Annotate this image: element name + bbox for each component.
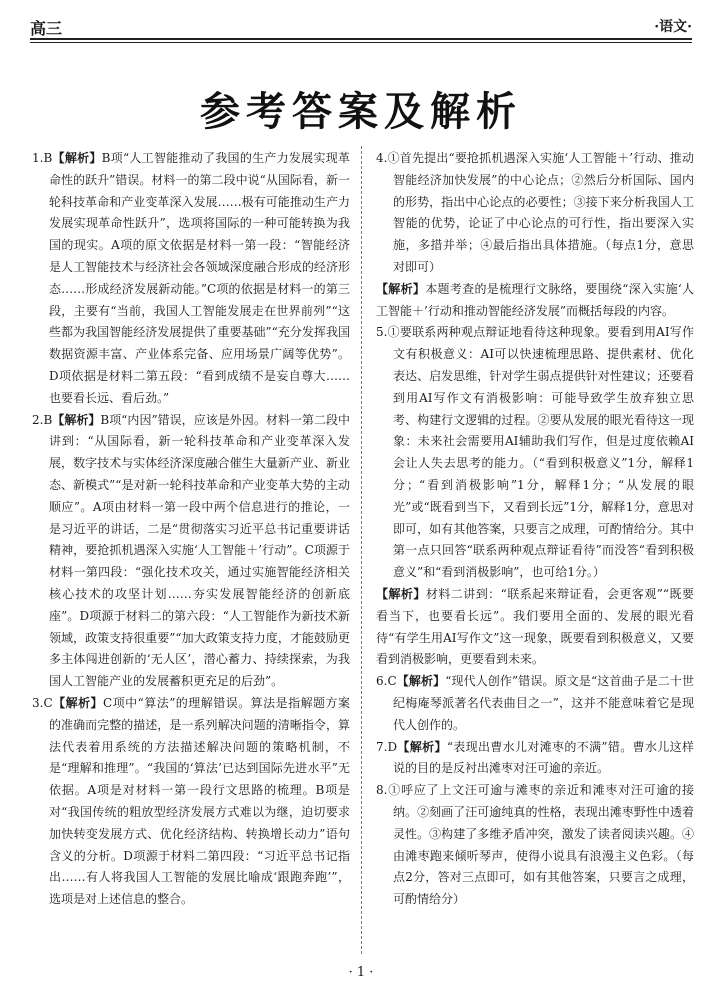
answer-number: 4. xyxy=(376,151,388,165)
answer-text: ①首先提出“要抢抓机遇深入实施‘人工智能＋’行动、推动智能经济加快发展”的中心论点；②然后分析国际、国内的形势，指出中心论点的必要性；③接下来分析我国人工智能的优势，论证了中心论点的可行性，指出要深入实施，多措并举；④最后指出具体措施。（每点1分，意思对即可） xyxy=(387,151,694,274)
answer-2 xyxy=(32,410,350,693)
answer-text: B项“内因”错误，应该是外因。材料一第二段中讲到：“从国际看，新一轮科技革命和产业变革深入发展，数字技术与实体经济深度融合催生大量新产业、新业态、新模式”“是对新一轮科技革命和产业变革大势的主动顺应”。A项由材料一第一段中两个信息进行的推论，一是习近平的讲话，二是“贯彻落实习近平总书记重要讲话精神，要抢抓机遇深入实施‘人工智能＋’行动”。C项源于材料一第四段：“强化技术攻关，通过实施智能经济相关核心技术的攻坚计划……夯实发展智能经济的创新底座”。D项源于材料二的第六段：“人工智能作为新技术新领域，政策支持很重要”“加大政策支持力度，才能鼓励更多主体闯进创新的‘无人区’，潜心蓄力、持续探索，为我国人工智能产业的发展蓄积更充足的后劲”。 xyxy=(49,412,350,689)
answer-number: 7.D xyxy=(376,739,398,754)
answer-text: “现代人创作”错误。原文是“这首曲子是二十世纪梅庵琴派著名代表曲目之一”，这并不能意味着它是现代人创作的。 xyxy=(393,674,694,732)
page-title: 参考答案及解析 xyxy=(200,89,522,135)
subject-label: ·语文· xyxy=(654,19,692,35)
answer-text: “表现出曹水儿对滩枣的不满”错。曹水儿这样说的目的是反衬出滩枣对汪可逾的亲近。 xyxy=(393,739,694,776)
answer-number: 8. xyxy=(376,783,388,798)
answer-number: 1.B xyxy=(32,151,53,165)
answer-text: ①呼应了上文汪可逾与滩枣的亲近和滩枣对汪可逾的接纳。②刻画了汪可逾纯真的性格，表现出滩枣野性中透着灵性。③构建了多维矛盾冲突，激发了读者阅读兴趣。④由滩枣跑来倾听琴声，使得小说具有浪漫主义色彩。（每点2分，答对三点即可，如有其他答案，只要言之成理，可酌情给分） xyxy=(387,783,694,907)
analysis-tag: 【解析】 xyxy=(52,151,102,165)
answer-5 xyxy=(376,322,694,584)
analysis-tag: 【解析】 xyxy=(52,695,104,710)
answer-number: 3.C xyxy=(32,695,53,710)
left-column xyxy=(32,148,350,911)
header-rule xyxy=(30,38,692,40)
analysis-tag: 【解析】 xyxy=(52,412,101,427)
page-number: · 1 · xyxy=(348,965,374,980)
answer-8 xyxy=(376,780,694,911)
answer-text: C项中“算法”的理解错误。算法是指解题方案的准确而完整的描述，是一系列解决问题的清晰指令，算法代表着用系统的方法描述解决问题的策略机制，不是“理解和推理”。“我国的‘算法’已达到国际先进水平”无依据。A项是对材料一第一段行文思路的梳理。B项是对“我国传统的粗放型经济发展方式难以为继，迫切要求加快转变发展方式、优化经济结构、转换增长动力”语句含义的分析。D项源于材料二第四段：“习近平总书记指出……有人将我国人工智能的发展比喻成‘跟跑奔跑’”，选项是对上述信息的整合。 xyxy=(49,695,350,907)
header-rule-thin xyxy=(30,42,692,43)
answer-7 xyxy=(376,737,694,781)
grade-label: 高三 xyxy=(30,19,63,38)
answer-4 xyxy=(376,148,694,279)
answer-1 xyxy=(32,148,350,410)
answer-number: 6.C xyxy=(376,674,397,689)
answer-number: 2.B xyxy=(32,412,53,427)
right-column xyxy=(376,148,694,911)
answer-5-analysis xyxy=(376,584,694,671)
analysis-tag: 【解析】 xyxy=(396,674,446,689)
answer-number: 5. xyxy=(376,325,388,340)
column-divider xyxy=(361,146,362,954)
page-header xyxy=(30,12,692,38)
analysis-tag: 【解析】 xyxy=(376,586,426,601)
answer-4-analysis xyxy=(376,279,694,323)
analysis-text: 材料二讲到：“联系起来辩证看，会更客观”“既要看当下，也要看长远”。我们要用全面的、发展的眼光看待“有学生用AI写作文”这一现象，既要看到积极意义，又要看到消极影响，更要看到未来。 xyxy=(376,586,694,667)
analysis-tag: 【解析】 xyxy=(376,281,426,296)
analysis-text: 本题考查的是梳理行文脉络，要围绕“深入实施‘人工智能＋’行动和推动智能经济发展”而概括每段的内容。 xyxy=(376,281,694,318)
answer-text: B项“人工智能推动了我国的生产力发展实现革命性的跃升”错误。材料一的第二段中说“从国际看，新一轮科技革命和产业变革深入发展……极有可能推动生产力发展实现革命性跃升”，选项将国际的一种可能转换为我国的现实。A项的原文依据是材料一第一段：“智能经济是人工智能技术与经济社会各领域深度融合形成的经济形态……形成经济发展新动能。”C项的依据是材料一的第三段，主要有“当前，我国人工智能发展走在世界前列”“这些都为我国智能经济发展提供了重要基础”“充分发挥我国数据资源丰富、产业体系完备、应用场景广阔等优势”。D项依据是材料二第五段：“看到成绩不是妄自尊大……也要看长远、看后劲。” xyxy=(49,151,350,405)
analysis-tag: 【解析】 xyxy=(397,739,447,754)
answer-6 xyxy=(376,671,694,736)
answer-text: ①要联系两种观点辩证地看待这种现象。要看到用AI写作文有积极意义：AI可以快速梳理思路、提供素材、优化表达、启发思维，针对学生弱点提供针对性建议；还要看到用AI写作文有消极影响：可能导致学生放弃独立思考、构建行文逻辑的过程。②要从发展的眼光看待这一现象：未来社会需要用AI辅助我们写作，但是过度依赖AI会让人失去思考的能力。（“看到积极意义”1分，解释1分；“看到消极影响”1分，解释1分；“从发展的眼光”或“既看到当下，又看到长远”1分，解释1分，意思对即可，如有其他答案，只要言之成理，可酌情给分。其中第一点只回答“联系两种观点辩证看待”而没答“看到积极意义”和“看到消极影响”，也可给1分。） xyxy=(387,325,694,580)
answer-3 xyxy=(32,693,350,911)
